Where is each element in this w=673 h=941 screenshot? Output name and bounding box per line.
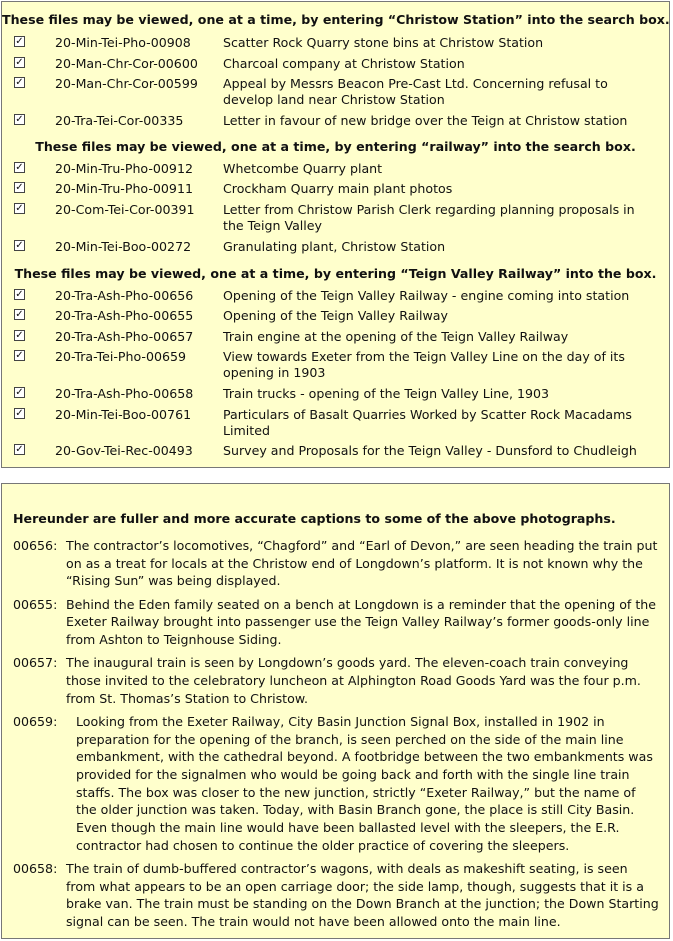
file-description: Appeal by Messrs Beacon Pre-Cast Ltd. Concerning refusal to develop land near Christow Station: [223, 76, 608, 108]
file-description: Scatter Rock Quarry stone bins at Christow Station: [223, 35, 544, 50]
file-code: 20-Tra-Ash-Pho-00655: [55, 308, 194, 324]
checkbox[interactable]: ✓: [15, 182, 24, 194]
file-description: View towards Exeter from the Teign Valley Line on the day of its opening in 1903: [223, 349, 625, 381]
file-description: Survey and Proposals for the Teign Valley - Dunsford to Chudleigh: [223, 443, 637, 459]
file-code: 20-Man-Chr-Cor-00599: [55, 76, 198, 92]
checkbox[interactable]: ✓: [15, 239, 24, 251]
file-code: 20-Tra-Ash-Pho-00657: [55, 328, 194, 344]
file-description: Letter from Christow Parish Clerk regarding planning proposals in the Teign Valley: [223, 201, 635, 233]
captions-intro: Hereunder are fuller and more accurate captions to some of the above photographs.: [13, 511, 616, 526]
file-row: [2, 161, 669, 177]
file-row: [2, 329, 669, 345]
checkbox[interactable]: ✓: [15, 77, 24, 89]
checkbox[interactable]: ✓: [15, 56, 24, 68]
checkbox[interactable]: ✓: [15, 329, 24, 341]
file-code: 20-Min-Tru-Pho-00912: [55, 160, 193, 176]
file-row: [2, 113, 669, 129]
caption-number: 00657:: [13, 655, 58, 671]
file-code: 20-Tra-Ash-Pho-00658: [55, 385, 194, 401]
caption-item: [2, 860, 669, 931]
caption-number: 00659:: [13, 713, 58, 729]
file-list-railway: [2, 161, 669, 255]
file-description: Particulars of Basalt Quarries Worked by Scatter Rock Macadams Limited: [223, 406, 632, 438]
file-description: Charcoal company at Christow Station: [223, 55, 465, 71]
file-list-teign-valley-railway: [2, 288, 669, 460]
file-code: 20-Man-Chr-Cor-00600: [55, 55, 198, 71]
file-code: 20-Gov-Tei-Rec-00493: [55, 443, 193, 459]
file-row: [2, 56, 669, 72]
caption-text: The inaugural train is seen by Longdown’s goods yard. The eleven-coach train conveying those invited to the celebratory luncheon at Alphington Road Goods Yard was the four p.m. from St. Thomas’s Station to Christow.: [66, 655, 641, 706]
file-row: [2, 288, 669, 304]
caption-number: 00655:: [13, 596, 58, 612]
file-row: [2, 349, 669, 381]
caption-text: Behind the Eden family seated on a bench at Longdown is a reminder that the opening of the Exeter Railway brought into passenger use the Teign Valley Railway’s former goods-only line from Ashton to Teignhouse Siding.: [66, 596, 657, 648]
file-description: Opening of the Teign Valley Railway: [223, 308, 448, 324]
captions-panel: [1, 483, 670, 939]
file-row: [2, 407, 669, 439]
file-code: 20-Tra-Tei-Cor-00335: [55, 112, 184, 128]
file-description: Granulating plant, Christow Station: [223, 238, 446, 254]
checkbox[interactable]: ✓: [15, 113, 24, 125]
checkbox[interactable]: ✓: [15, 444, 24, 456]
checkbox[interactable]: ✓: [15, 350, 24, 362]
file-row: [2, 386, 669, 402]
file-description: Whetcombe Quarry plant: [223, 160, 383, 176]
caption-item: [2, 654, 669, 707]
file-code: 20-Tra-Tei-Pho-00659: [55, 349, 187, 365]
file-list-christow-station: [2, 35, 669, 129]
file-code: 20-Min-Tei-Boo-00272: [55, 238, 192, 254]
file-code: 20-Min-Tru-Pho-00911: [55, 181, 193, 197]
section-heading-christow-station: These files may be viewed, one at a time, by entering “Christow Station” into the search box.: [2, 12, 670, 27]
file-row: [2, 239, 669, 255]
caption-number: 00656:: [13, 538, 58, 553]
caption-text: Looking from the Exeter Railway, City Basin Junction Signal Box, installed in 1902 in preparation for the opening of the branch, is seen perched on the side of the main line embankment, with the cathedral beyond. A footbridge between the two embankments was provided for the signalmen who would be going back and forth with the single line train staffs. The box was closer to the new junction, strictly “Exeter Railway,” but the name of the older junction was taken. Today, with Basin Branch gone, the place is still City Basin. Even though the main line would have been ballasted level with the sleepers, the E.R. contractor had chosen to continue the older practice of covering the sleepers.: [76, 713, 653, 853]
checkbox[interactable]: ✓: [15, 202, 24, 214]
file-row: [2, 308, 669, 324]
caption-text: The train of dumb-buffered contractor’s wagons, with deals as makeshift seating, is seen from what appears to be an open carriage door; the side lamp, though, suggests that it is a brake van. The train must be standing on the Down Branch at the junction; the Down Starting signal can be seen. The train would not have been allowed onto the main line.: [66, 860, 659, 930]
file-code: 20-Com-Tei-Cor-00391: [55, 201, 195, 217]
caption-text: The contractor’s locomotives, “Chagford” and “Earl of Devon,” are seen heading the train put on as a treat for locals at the Christow end of Longdown’s platform. It is not known why the “Rising Sun” was being displayed.: [66, 538, 658, 589]
file-code: 20-Min-Tei-Pho-00908: [55, 35, 191, 50]
file-row: [2, 35, 669, 51]
caption-item: [2, 537, 669, 590]
file-row: [2, 76, 669, 108]
caption-item: [2, 596, 669, 649]
file-list-panel: [1, 1, 670, 468]
file-description: Train engine at the opening of the Teign Valley Railway: [223, 328, 569, 344]
file-description: Train trucks - opening of the Teign Valley Line, 1903: [223, 385, 550, 401]
file-description: Opening of the Teign Valley Railway - engine coming into station: [223, 287, 630, 303]
caption-number: 00658:: [13, 860, 58, 876]
file-row: [2, 202, 669, 234]
file-row: [2, 181, 669, 197]
file-description: Crockham Quarry main plant photos: [223, 181, 453, 197]
checkbox[interactable]: ✓: [15, 288, 24, 300]
section-heading-teign-valley-railway: These files may be viewed, one at a time, by entering “Teign Valley Railway” into the box.: [14, 265, 657, 281]
checkbox[interactable]: ✓: [15, 407, 24, 419]
caption-item: [2, 713, 669, 855]
caption-list: [2, 537, 669, 931]
file-code: 20-Min-Tei-Boo-00761: [55, 406, 192, 422]
file-description: Letter in favour of new bridge over the Teign at Christow station: [223, 112, 628, 128]
file-code: 20-Tra-Ash-Pho-00656: [55, 287, 194, 303]
section-heading-railway: These files may be viewed, one at a time, by entering “railway” into the search box.: [35, 138, 636, 154]
checkbox[interactable]: ✓: [15, 36, 24, 47]
checkbox[interactable]: ✓: [15, 161, 24, 173]
file-row: [2, 443, 669, 459]
checkbox[interactable]: ✓: [15, 309, 24, 321]
checkbox[interactable]: ✓: [15, 386, 24, 398]
